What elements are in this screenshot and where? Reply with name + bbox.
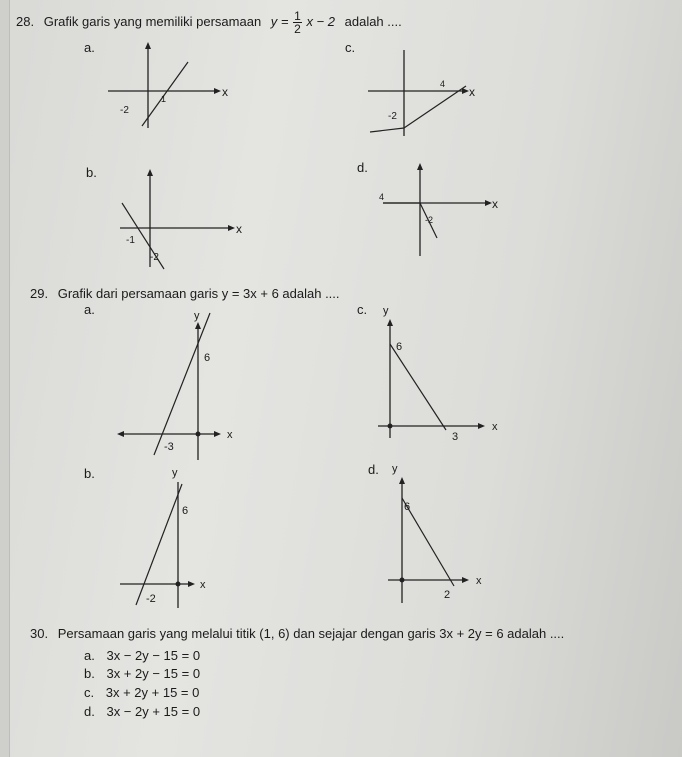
q28-option-d-letter: d. — [357, 160, 368, 175]
q29b-x-label: x — [200, 579, 206, 591]
q30-option-a-letter: a. — [84, 648, 95, 663]
q28a-x-arrow — [214, 88, 221, 94]
q29c-x-arrow — [478, 423, 485, 429]
q30-option-b-text: 3x + 2y − 15 = 0 — [106, 666, 201, 681]
q30-option-d-text: 3x − 2y + 15 = 0 — [106, 704, 201, 719]
q28-eq-rhs: x − 2 — [306, 13, 335, 29]
q29d-x-arrow — [462, 577, 469, 583]
q28-graph-a — [100, 40, 250, 130]
q28-fraction-num: 1 — [294, 9, 301, 23]
q29-graph-c — [370, 300, 520, 450]
q30-option-b — [84, 666, 200, 681]
q28a-label-1: 1 — [161, 94, 167, 104]
q29b-y-label: y — [172, 467, 178, 479]
q28a-x-label: x — [222, 85, 228, 99]
q28-text-after: adalah .... — [344, 13, 402, 29]
q28c-x-arrow — [462, 88, 469, 94]
q28d-label-1: 4 — [379, 192, 385, 202]
q29a-y-label: y — [194, 310, 200, 322]
q28-graph-b — [110, 165, 260, 275]
q30-option-d — [84, 704, 200, 719]
q29c-origin-dot — [388, 424, 393, 429]
q28-fraction-den: 2 — [294, 22, 301, 36]
q28-text-before: Grafik garis yang memiliki persamaan — [43, 13, 262, 29]
q29a-label-2: -3 — [164, 441, 174, 453]
q28c-label-1: 4 — [440, 79, 446, 89]
q28c-x-label: x — [469, 85, 475, 99]
q28a-label-2: -2 — [120, 105, 129, 116]
q28-eq-lhs: y = — [270, 13, 289, 29]
q29d-label-1: 6 — [404, 501, 411, 513]
q28b-x-label: x — [236, 222, 242, 236]
q28c-label-2: -2 — [388, 111, 397, 122]
q28-stem — [16, 10, 402, 35]
q28-option-c-letter: c. — [345, 40, 356, 55]
q29b-x-arrow — [188, 581, 195, 587]
q28d-y-arrow — [417, 163, 423, 170]
q29-graph-d — [380, 458, 530, 608]
q28b-x-arrow — [228, 225, 235, 231]
q30-option-b-letter: b. — [84, 666, 95, 681]
q29a-y-arrow — [195, 322, 201, 329]
q29a-x-label: x — [227, 429, 233, 441]
q29-number: 29. — [30, 286, 49, 301]
q29a-x-arrow-left — [117, 431, 124, 437]
q30-option-a-text: 3x − 2y − 15 = 0 — [106, 648, 201, 663]
q28-graph-d — [375, 160, 525, 260]
q28-option-b-letter: b. — [86, 165, 97, 180]
q29d-origin-dot — [400, 578, 405, 583]
q29d-y-arrow — [399, 477, 405, 484]
q29b-label-1: 6 — [182, 505, 189, 517]
q28-option-a-letter: a. — [84, 40, 95, 55]
q28d-x-arrow — [485, 200, 492, 206]
q29c-label-2: 3 — [452, 431, 459, 443]
q29-stem — [30, 286, 340, 301]
q29c-x-label: x — [492, 421, 498, 433]
q29c-y-arrow — [387, 319, 393, 326]
q30-option-d-letter: d. — [84, 704, 95, 719]
q28-number: 28. — [16, 13, 35, 29]
q29a-origin-dot — [196, 432, 201, 437]
q29b-label-2: -2 — [146, 593, 156, 605]
q29-option-a-letter: a. — [84, 302, 95, 317]
q29-graph-a — [110, 305, 260, 465]
q29d-label-2: 2 — [444, 589, 451, 601]
q29-text: Grafik dari persamaan garis y = 3x + 6 adalah .... — [57, 286, 340, 301]
q28-fraction — [293, 10, 302, 35]
q29c-label-1: 6 — [396, 341, 403, 353]
q28c-line-2 — [404, 86, 466, 128]
q29-graph-b — [110, 460, 260, 615]
q29-option-c-letter: c. — [357, 302, 368, 317]
q28-graph-c — [360, 40, 510, 140]
q29c-y-label: y — [383, 305, 389, 317]
q29c-line — [390, 344, 446, 430]
q28d-x-label: x — [492, 197, 498, 211]
q30-option-a — [84, 648, 200, 663]
q28b-label-2: -2 — [150, 252, 159, 263]
q28a-y-arrow — [145, 42, 151, 49]
q28d-label-2: -2 — [425, 215, 434, 225]
q29a-label-1: 6 — [204, 352, 211, 364]
q28c-line-1 — [370, 128, 404, 132]
q29a-x-arrow-right — [214, 431, 221, 437]
q28b-y-arrow — [147, 169, 153, 176]
q29b-origin-dot — [176, 582, 181, 587]
q29b-line — [136, 484, 182, 605]
q30-option-c — [84, 685, 199, 700]
q29-option-d-letter: d. — [368, 462, 379, 477]
q29d-y-label: y — [392, 463, 398, 475]
q29d-x-label: x — [476, 575, 482, 587]
q30-option-c-letter: c. — [84, 685, 95, 700]
q28b-label-1: -1 — [126, 235, 135, 246]
q30-text: Persamaan garis yang melalui titik (1, 6) dan sejajar dengan garis 3x + 2y = 6 adalah .... — [57, 626, 565, 641]
q30-stem — [30, 626, 564, 641]
q30-option-c-text: 3x + 2y + 15 = 0 — [105, 685, 200, 700]
q30-number: 30. — [30, 626, 49, 641]
q29-option-b-letter: b. — [84, 466, 95, 481]
page-edge — [0, 0, 10, 757]
